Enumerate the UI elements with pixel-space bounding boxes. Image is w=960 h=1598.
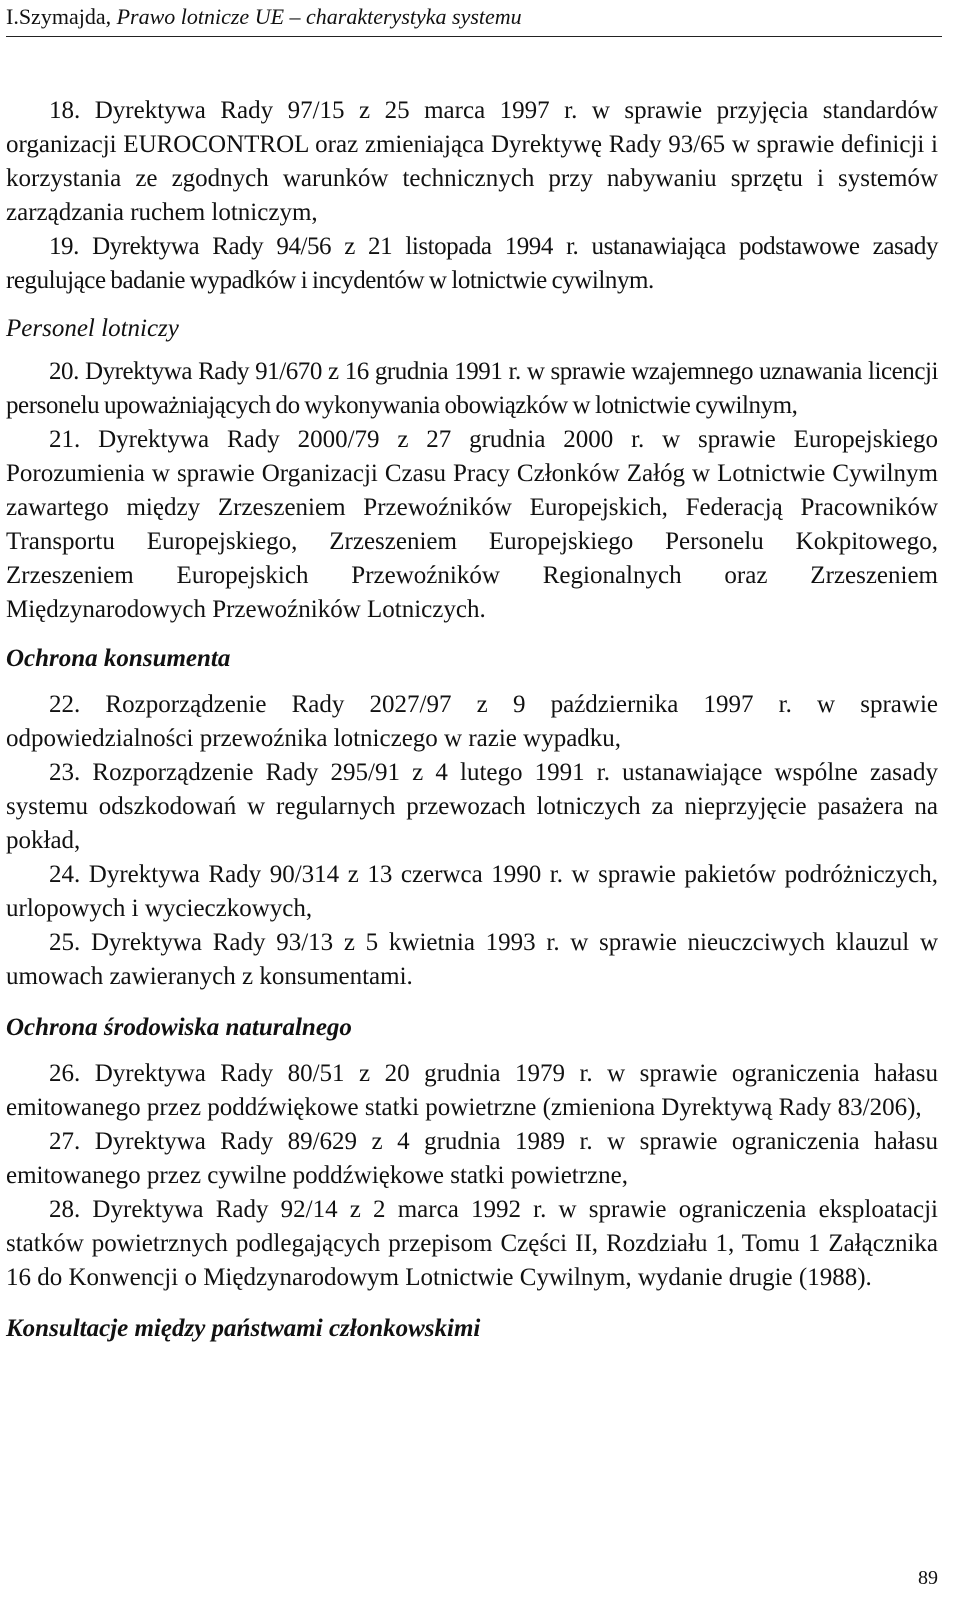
- page-number: 89: [918, 1567, 938, 1589]
- item-18: 18. Dyrektywa Rady 97/15 z 25 marca 1997 r. w sprawie przyjęcia standardów organizacji EUROCONTROL oraz zmieniająca Dyrektywę Rady 93/65 w sprawie definicji i korzystania ze zgodnych warunków technicznych przy nabywaniu sprzętu i systemów zarządzania ruchem lotniczym,: [6, 97, 938, 226]
- item-23: 23. Rozporządzenie Rady 295/91 z 4 lutego 1991 r. ustanawiające wspólne zasady systemu odszkodowań w regularnych przewozach lotniczych za nieprzyjęcie pasażera na pokład,: [6, 759, 938, 854]
- section-heading-ochrona-srodowiska: Ochrona środowiska naturalnego: [6, 1014, 352, 1041]
- document-body: [6, 94, 938, 1346]
- item-20: 20. Dyrektywa Rady 91/670 z 16 grudnia 1991 r. w sprawie wzajemnego uznawania licencji personelu upoważniających do wykonywania obowiązków w lotnictwie cywilnym,: [6, 358, 938, 419]
- item-26: 26. Dyrektywa Rady 80/51 z 20 grudnia 1979 r. w sprawie ograniczenia hałasu emitowanego przez poddźwiękowe statki powietrzne (zmieniona Dyrektywą Rady 83/206),: [6, 1060, 938, 1121]
- item-28: 28. Dyrektywa Rady 92/14 z 2 marca 1992 r. w sprawie ograniczenia eksploatacji statków powietrznych podlegających przepisom Części II, Rozdziału 1, Tomu 1 Załącznika 16 do Konwencji o Międzynarodowym Lotnictwie Cywilnym, wydanie drugie (1988).: [6, 1196, 938, 1291]
- header-author: I.Szymajda,: [6, 4, 117, 29]
- section-heading-ochrona-konsumenta: Ochrona konsumenta: [6, 645, 231, 672]
- item-19: 19. Dyrektywa Rady 94/56 z 21 listopada 1994 r. ustanawiająca podstawowe zasady regulujące badanie wypadków i incydentów w lotnictwie cywilnym.: [6, 233, 938, 294]
- section-heading-konsultacje: Konsultacje między państwami członkowskimi: [6, 1315, 481, 1342]
- running-header: [6, 2, 942, 37]
- section-heading-personel: Personel lotniczy: [6, 315, 179, 342]
- item-25: 25. Dyrektywa Rady 93/13 z 5 kwietnia 1993 r. w sprawie nieuczciwych klauzul w umowach zawieranych z konsumentami.: [6, 929, 938, 990]
- header-title: Prawo lotnicze UE – charakterystyka systemu: [116, 4, 522, 29]
- item-22: 22. Rozporządzenie Rady 2027/97 z 9 października 1997 r. w sprawie odpowiedzialności przewoźnika lotniczego w razie wypadku,: [6, 691, 938, 752]
- item-27: 27. Dyrektywa Rady 89/629 z 4 grudnia 1989 r. w sprawie ograniczenia hałasu emitowanego przez cywilne poddźwiękowe statki powietrzne,: [6, 1128, 938, 1189]
- item-24: 24. Dyrektywa Rady 90/314 z 13 czerwca 1990 r. w sprawie pakietów podróżniczych, urlopowych i wycieczkowych,: [6, 861, 938, 922]
- item-21: 21. Dyrektywa Rady 2000/79 z 27 grudnia 2000 r. w sprawie Europejskiego Porozumienia w sprawie Organizacji Czasu Pracy Członków Załóg w Lotnictwie Cywilnym zawartego między Zrzeszeniem Przewoźników Europejskich, Federacją Pracowników Transportu Europejskiego, Zrzeszeniem Europejskiego Personelu Kokpitowego, Zrzeszeniem Europejskich Przewoźników Regionalnych oraz Zrzeszeniem Międzynarodowych Przewoźników Lotniczych.: [6, 426, 938, 623]
